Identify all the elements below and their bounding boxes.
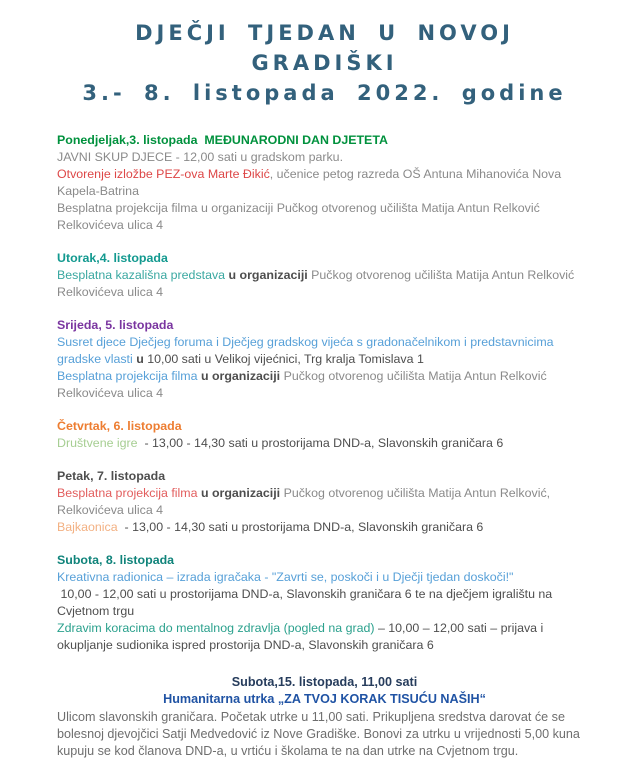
text-segment: Otvorenje izložbe PEZ-ova Marte Đikić — [57, 167, 270, 181]
text-segment: Besplatna projekcija filma — [57, 486, 198, 500]
charity-run-paragraph: Ulicom slavonskih graničara. Početak utrke u 11,00 sati. Prikupljena sredstva darovat će se bolesnoj djevojčici Satji Medvedović iz Nove Gradiške. Bonovi za utrku u vrijednosti 5,00 kuna kupuju se kod članova DND-a, u vrtiću i školama te na dan utrke na Cvjetnom trgu. — [57, 710, 580, 758]
day-heading: Utorak,4. listopada — [57, 251, 168, 265]
charity-run-date-heading: Subota,15. listopada, 11,00 sati — [231, 675, 418, 689]
text-segment: 10,00 sati u Velikoj vijećnici, Trg kralja Tomislava 1 — [143, 352, 424, 366]
text-segment: u organizaciji — [197, 369, 281, 383]
text-segment: JAVNI SKUP DJECE - 12,00 sati u gradskom parku. — [57, 150, 344, 164]
schedule-line — [57, 200, 593, 234]
text-segment: Pučkog otvorenog učilišta Matija Antun Relković Relkovićeva ulica 4 — [57, 268, 578, 299]
text-segment: , učenice petog razreda OŠ Antuna Mihanovića Nova Kapela-Batrina — [57, 167, 565, 198]
schedule-line — [57, 149, 593, 166]
day-section — [57, 317, 593, 402]
schedule-line — [57, 368, 593, 402]
text-segment: 10,00 - 12,00 sati u prostorijama DND-a, Slavonskih graničara 6 te na dječjem igralištu na Cvjetnom trgu — [57, 587, 556, 618]
day-heading: Ponedjeljak,3. listopada MEĐUNARODNI DAN DJETETA — [57, 133, 388, 147]
page-title-line1: DJEČJI TJEDAN U NOVOJ GRADIŠKI — [135, 21, 514, 75]
text-segment: Besplatna projekcija filma u organizaciji Pučkog otvorenog učilišta Matija Antun Relković Relkovićeva ulica 4 — [57, 201, 544, 232]
text-segment: u organizaciji — [197, 486, 281, 500]
day-section — [57, 418, 593, 452]
text-segment: Pučkog otvorenog učilišta Matija Antun Relković Relkovićeva ulica 4 — [57, 369, 551, 400]
schedule-line — [57, 620, 593, 654]
schedule-line — [57, 267, 593, 301]
day-section — [57, 552, 593, 654]
schedule-line — [57, 569, 593, 586]
text-segment: Besplatna kazališna predstava — [57, 268, 226, 282]
charity-run-block — [57, 674, 592, 760]
day-heading: Srijeda, 5. listopada — [57, 318, 174, 332]
text-segment: Kreativna radionica – izrada igračaka - "Zavrti se, poskoči i u Dječji tjedan doskoči!" — [57, 570, 514, 584]
text-segment: u — [132, 352, 144, 366]
text-segment: Zdravim koracima do mentalnog zdravlja (pogled na grad) — [57, 621, 375, 635]
text-segment: Bajkaonica — [57, 520, 118, 534]
schedule-line — [57, 166, 593, 200]
text-segment: - 13,00 - 14,30 sati u prostorijama DND-a, Slavonskih graničara 6 — [137, 436, 504, 450]
day-heading: Subota, 8. listopada — [57, 553, 175, 567]
text-segment: Susret djece Dječjeg foruma i Dječjeg gradskog vijeća s gradonačelnikom i predstavnicima gradske vlasti — [57, 335, 558, 366]
text-segment: Pučkog otvorenog učilišta Matija Antun Relković, Relkovićeva ulica 4 — [57, 486, 554, 517]
day-section — [57, 132, 593, 234]
text-segment: Besplatna projekcija filma — [57, 369, 198, 383]
schedule-line — [57, 485, 593, 519]
page-title — [57, 18, 592, 108]
day-section — [57, 468, 593, 536]
day-heading: Petak, 7. listopada — [57, 469, 166, 483]
charity-run-title-heading: Humanitarna utrka „ZA TVOJ KORAK TISUĆU NAŠIH“ — [163, 692, 486, 706]
schedule-line — [57, 334, 593, 368]
schedule-line — [57, 586, 593, 620]
schedule-line — [57, 435, 593, 452]
schedule-line — [57, 519, 593, 536]
day-section — [57, 250, 593, 301]
page-title-line2: 3.- 8. listopada 2022. godine — [82, 81, 567, 105]
text-segment: – 10,00 – 12,00 sati – prijava i okupljanje sudionika ispred prostorija DND-a, Slavonskih graničara 6 — [57, 621, 547, 652]
text-segment: u organizaciji — [225, 268, 308, 282]
text-segment: Društvene igre — [57, 436, 138, 450]
text-segment: - 13,00 - 14,30 sati u prostorijama DND-a, Slavonskih graničara 6 — [117, 520, 484, 534]
day-heading: Četvrtak, 6. listopada — [57, 419, 182, 433]
schedule-sections — [57, 132, 593, 654]
